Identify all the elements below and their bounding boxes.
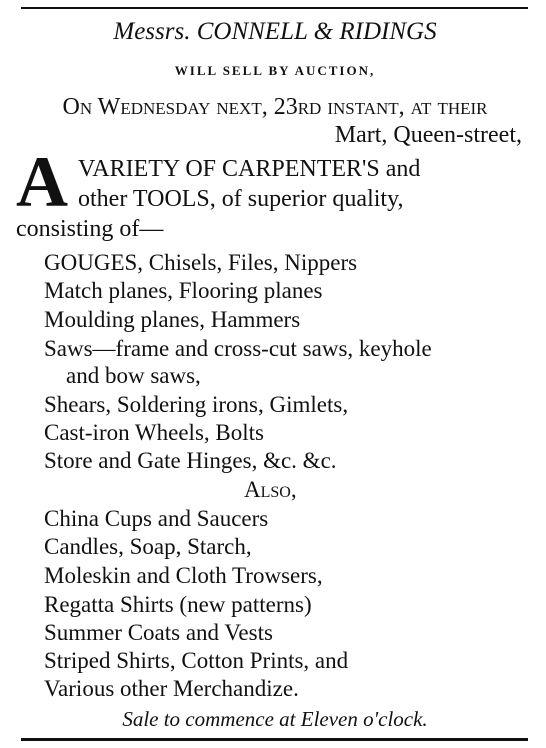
merch-item: Striped Shirts, Cotton Prints, and [44,648,349,673]
tool-item: Store and Gate Hinges, &c. &c. [44,448,337,473]
merch-item: Candles, Soap, Starch, [44,534,252,559]
intro-line-3: consisting of— [16,216,164,242]
merch-item: Moleskin and Cloth Trowsers, [44,563,323,588]
notice-subtitle: WILL SELL BY AUCTION, [174,63,376,78]
tool-item: Match planes, Flooring planes [44,278,323,303]
intro-line-1: VARIETY OF CARPENTER'S and [78,156,421,182]
date-line-2: Mart, Queen-street, [334,122,522,148]
top-rule [21,7,528,9]
tool-item: Moulding planes, Hammers [44,307,301,332]
notice-title: Messrs. CONNELL & RIDINGS [113,18,437,45]
merch-item: Various other Merchandize. [44,676,299,701]
merch-item: Summer Coats and Vests [44,620,273,645]
tool-item: Saws—frame and cross-cut saws, keyhole [44,336,432,361]
merch-item: China Cups and Saucers [44,506,269,531]
merch-item: Regatta Shirts (new patterns) [44,592,312,617]
bottom-rule [21,738,528,741]
tool-item-continued: and bow saws, [66,363,201,388]
intro-line-2: other TOOLS, of superior quality, [78,186,404,212]
date-line-1: On Wednesday next, 23rd instant, at their [62,94,488,120]
drop-cap: A [16,142,68,222]
tool-item: GOUGES, Chisels, Files, Nippers [44,250,358,275]
also-label: Also, [244,477,297,502]
tool-item: Cast-iron Wheels, Bolts [44,420,264,445]
sale-time-footer: Sale to commence at Eleven o'clock. [122,707,428,731]
tool-item: Shears, Soldering irons, Gimlets, [44,392,349,417]
